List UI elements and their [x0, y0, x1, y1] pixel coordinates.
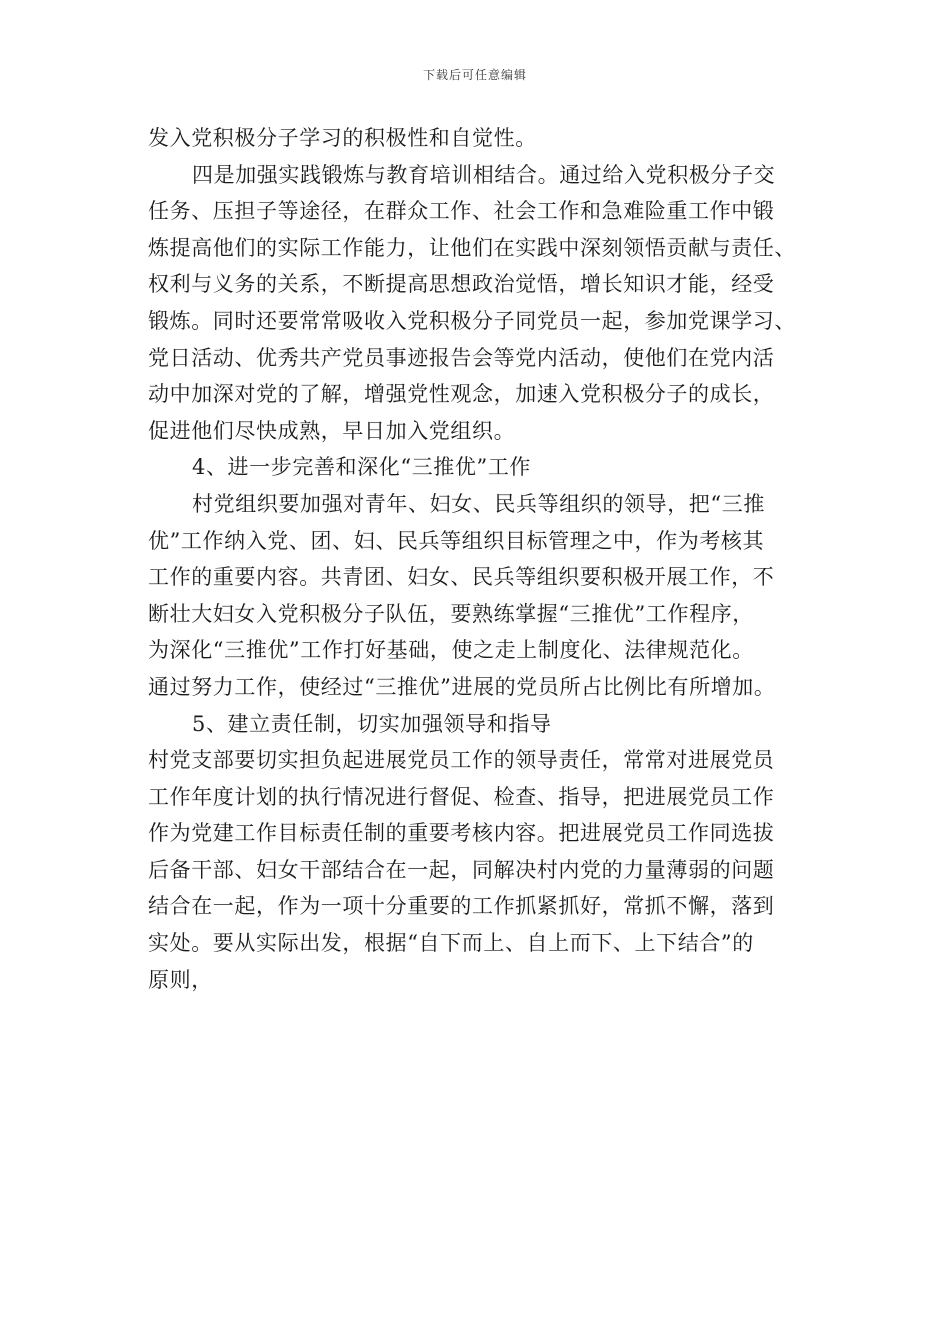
text-line: 5、建立责任制，切实加强领导和指导 — [192, 711, 552, 736]
text-line: 任务、压担子等途径，在群众工作、社会工作和急难险重工作中锻 — [148, 199, 775, 224]
text-line: 优”工作纳入党、团、妇、民兵等组织目标管理之中，作为考核其 — [148, 528, 765, 553]
text-line: 断壮大妇女入党积极分子队伍，要熟练掌握“三推优”工作程序， — [148, 601, 754, 626]
text-line: 促进他们尽快成熟，早日加入党组织。 — [148, 418, 516, 443]
document-body — [148, 120, 808, 998]
text-line: 结合在一起，作为一项十分重要的工作抓紧抓好，常抓不懈，落到 — [148, 894, 775, 919]
text-line: 四是加强实践锻炼与教育培训相结合。通过给入党积极分子交 — [192, 162, 776, 187]
text-line: 炼提高他们的实际工作能力，让他们在实践中深刻领悟贡献与责任、 — [148, 235, 796, 260]
text-line: 为深化“三推优”工作打好基础，使之走上制度化、法律规范化。 — [148, 638, 754, 663]
text-line: 通过努力工作，使经过“三推优”进展的党员所占比例比有所增加。 — [148, 674, 776, 699]
text-line: 工作年度计划的执行情况进行督促、检查、指导，把进展党员工作 — [148, 784, 775, 809]
text-line: 村党支部要切实担负起进展党员工作的领导责任，常常对进展党员 — [148, 748, 775, 773]
text-line: 4、进一步完善和深化“三推优”工作 — [192, 455, 532, 480]
text-line: 锻炼。同时还要常常吸收入党积极分子同党员一起，参加党课学习、 — [148, 308, 796, 333]
text-line: 村党组织要加强对青年、妇女、民兵等组织的领导，把“三推 — [192, 491, 765, 516]
page-header: 下载后可任意编辑 — [422, 68, 527, 82]
text-line: 作为党建工作目标责任制的重要考核内容。把进展党员工作同选拔 — [148, 821, 775, 846]
text-line: 工作的重要内容。共青团、妇女、民兵等组织要积极开展工作，不 — [148, 565, 775, 590]
text-line: 权利与义务的关系，不断提高思想政治觉悟，增长知识才能，经受 — [148, 272, 775, 297]
text-line: 原则， — [148, 967, 213, 992]
text-line: 发入党积极分子学习的积极性和自觉性。 — [148, 126, 537, 150]
text-line: 后备干部、妇女干部结合在一起，同解决村内党的力量薄弱的问题 — [148, 857, 775, 882]
text-line: 动中加深对党的了解，增强党性观念，加速入党积极分子的成长， — [148, 382, 775, 407]
text-line: 实处。要从实际出发，根据“自下而上、自上而下、上下结合”的 — [148, 931, 754, 956]
text-line: 党日活动、优秀共产党员事迹报告会等党内活动，使他们在党内活 — [148, 345, 775, 370]
